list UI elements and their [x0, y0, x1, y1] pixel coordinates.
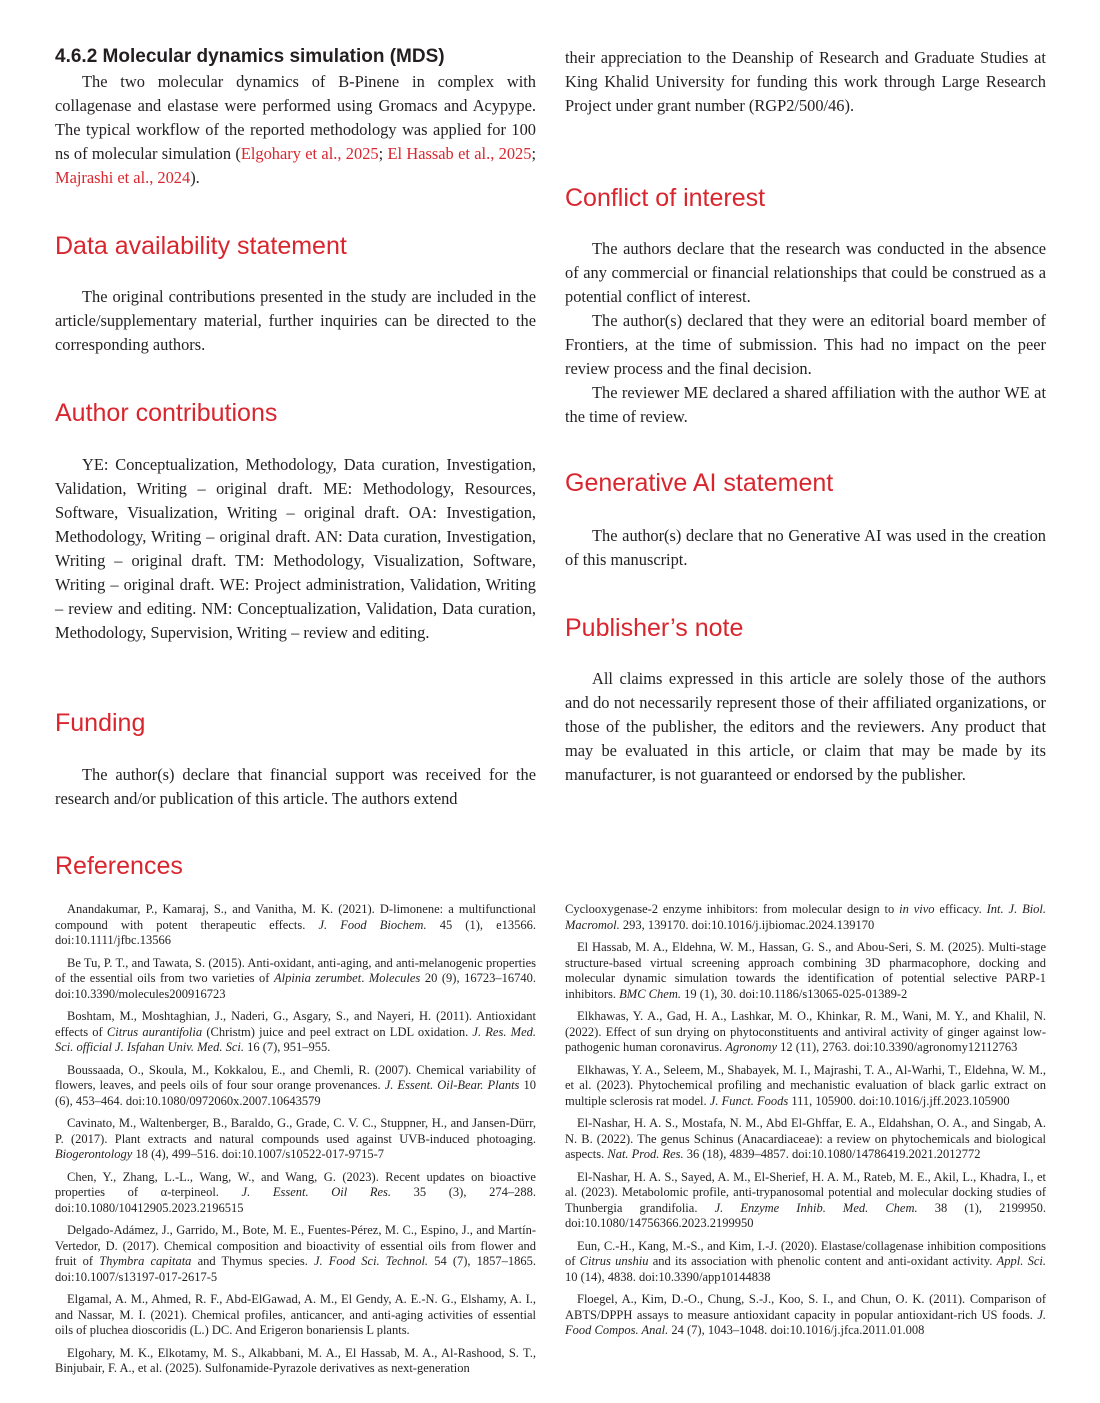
reference-text: Be Tu, P. T., and Tawata, S. (2015). Anti-oxidant, anti-aging, and anti-melanogenic properties of the essential oils from two varieties of	[55, 955, 536, 985]
reference-journal: Int. J. Biol. Macromol.	[565, 902, 1047, 932]
reference-text: Eun, C.-H., Kang, M.-S., and Kim, I.-J. (2020). Elastase/collagenase inhibition compositions of	[565, 1238, 1046, 1268]
reference-text: Delgado-Adámez, J., Garrido, M., Bote, M. E., Fuentes-Pérez, M. C., Espino, J., and Martín-Vertedor, D. (2017). Chemical composition and bioactivity of essential oils from flower and fruit of	[55, 1223, 536, 1268]
reference-entry	[565, 940, 1046, 1002]
reference-journal: Molecules	[368, 971, 421, 985]
reference-text: Elgohary, M. K., Elkotamy, M. S., Alkabbani, M. A., El Hassab, M. A., Al-Rashood, S. T., Binjubair, F. A., et al. (2025). Sulfonamide-Pyrazole derivatives as next-generation	[55, 1345, 536, 1375]
mds-subheading: 4.6.2 Molecular dynamics simulation (MDS)	[55, 46, 445, 67]
reference-text: 19 (1), 30. doi:10.1186/s13065-025-01389-2	[680, 986, 908, 1001]
reference-journal: J. Essent. Oil Res.	[241, 1185, 392, 1199]
references-list-right	[565, 902, 1046, 1346]
references-heading: References	[55, 852, 183, 880]
reference-text: .	[361, 971, 369, 985]
reference-text: 10 (14), 4838. doi:10.3390/app10144838	[565, 1269, 771, 1284]
author-contributions-text: YE: Conceptualization, Methodology, Data curation, Investigation, Validation, Writing – original draft. ME: Methodology, Resources, Software, Visualization, Writing – original draft. OA: Investigation, Methodology, Writing – original draft. AN: Data curation, Investigation, Writing – original draft. TM: Methodology, Visualization, Software, Writing – original draft. WE: Project administration, Validation, Writing – review and editing. NM: Conceptualization, Validation, Data curation, Methodology, Supervision, Writing – review and editing.	[55, 455, 536, 642]
funding-text: The author(s) declare that financial support was received for the research and/or publication of this article. The authors extend	[55, 765, 536, 808]
reference-text: Chen, Y., Zhang, L.-L., Wang, W., and Wang, G. (2023). Recent updates on bioactive properties of α-terpineol.	[55, 1169, 536, 1199]
reference-entry	[55, 1292, 536, 1339]
conflict-paragraph: The author(s) declared that they were an editorial board member of Frontiers, at the time of submission. This had no impact on the peer review process and the final decision.	[565, 311, 1046, 378]
left-column	[55, 44, 536, 190]
reference-journal: Agronomy	[725, 1040, 777, 1054]
citation-link[interactable]: Elgohary et al., 2025	[240, 144, 379, 163]
reference-text: (Christm) juice and peel extract on LDL oxidation.	[202, 1024, 473, 1039]
reference-entry	[565, 902, 1046, 933]
reference-entry	[565, 1170, 1046, 1232]
reference-text: 20 (9), 16723–16740. doi:10.3390/molecules200916723	[55, 971, 536, 1001]
reference-text: 38 (1), 2199950. doi:10.1080/14756366.2023.2199950	[565, 1200, 1047, 1230]
reference-entry	[565, 1292, 1046, 1339]
reference-text: Boshtam, M., Moshtaghian, J., Naderi, G., Asgary, S., and Nayeri, H. (2011). Antioxidant effects of	[55, 1009, 536, 1039]
funding-continued-text: their appreciation to the Deanship of Research and Graduate Studies at King Khalid University for funding this work through Large Research Project under grant number (RGP2/500/46).	[565, 48, 1046, 115]
reference-text: 36 (18), 4839–4857. doi:10.1080/14786419.2021.2012772	[683, 1147, 981, 1161]
author-contributions-section	[55, 453, 536, 645]
reference-journal: J. Food Sci. Technol.	[313, 1254, 429, 1268]
reference-entry	[565, 1063, 1046, 1110]
reference-text: Floegel, A., Kim, D.-O., Chung, S.-J., Koo, S. I., and Chun, O. K. (2011). Comparison of ABTS/DPPH assays to measure antioxidant capacity in popular antioxidant-rich US foods.	[565, 1292, 1046, 1322]
reference-entry	[565, 1116, 1046, 1163]
reference-text: 54 (7), 1857–1865. doi:10.1007/s13197-017-2617-5	[55, 1254, 537, 1284]
conflict-paragraph: The authors declare that the research was conducted in the absence of any commercial or financial relationships that could be construed as a potential conflict of interest.	[565, 239, 1046, 306]
reference-text: Cavinato, M., Waltenberger, B., Baraldo, G., Grade, C. V. C., Stuppner, H., and Jansen-Dürr, P. (2017). Plant extracts and natural compounds used against UVB-induced photoaging.	[55, 1116, 536, 1146]
reference-text: El-Nashar, H. A. S., Sayed, A. M., El-Sherief, H. A. M., Rateb, M. E., Akil, L., Khadra, I., et al. (2023). Metabolomic profile, anti-trypanosomal potential and molecular docking studies of Thunbergia grandifolia.	[565, 1169, 1046, 1215]
reference-text: 293, 139170. doi:10.1016/j.ijbiomac.2024.139170	[619, 917, 875, 932]
reference-text: Cyclooxygenase-2 enzyme inhibitors: from molecular design to	[565, 902, 900, 916]
reference-text: Boussaada, O., Skoula, M., Kokkalou, E., and Chemli, R. (2007). Chemical variability of flowers, leaves, and peels oils of four sour orange provenances.	[55, 1062, 536, 1092]
publishers-note-section	[565, 667, 1046, 787]
reference-text: El-Nashar, H. A. S., Mostafa, N. M., Abd El-Ghffar, E. A., Eldahshan, O. A., and Singab, A. N. B. (2022). The genus Schinus (Anacardiaceae): a review on phytochemicals and biological aspects.	[565, 1116, 1046, 1161]
mds-paragraph: The two molecular dynamics of B-Pinene in complex with collagenase and elastase were performed using Gromacs and Acypype. The typical workflow of the reported methodology was applied for 100 ns of molecular simulation (Elgohary et al., 2025; El Hassab et al., 2025; Majrashi et al., 2024).	[55, 72, 536, 187]
publishers-note-text: All claims expressed in this article are solely those of the authors and do not necessarily represent those of their affiliated organizations, or those of the publisher, the editors and the reviewers. Any product that may be evaluated in this article, or claim that may be made by its manufacturer, is not guaranteed or endorsed by the publisher.	[565, 669, 1046, 784]
reference-text: Anandakumar, P., Kamaraj, S., and Vanitha, M. K. (2021). D-limonene: a multifunctional compound with potent therapeutic effects.	[55, 902, 536, 932]
reference-entry	[55, 1116, 536, 1163]
reference-species: Citrus aurantifolia	[106, 1024, 203, 1039]
publishers-note-heading: Publisher’s note	[565, 614, 744, 642]
reference-entry	[55, 1223, 536, 1285]
reference-species: Citrus unshiu	[579, 1254, 649, 1268]
reference-text: efficacy.	[934, 902, 987, 916]
reference-journal: J. Food Biochem.	[318, 917, 427, 932]
reference-species: Alpinia zerumbet	[274, 971, 362, 985]
reference-text: Elgamal, A. M., Ahmed, R. F., Abd-ElGawad, A. M., El Gendy, A. E.-N. G., Elshamy, A. I., and Nassar, M. I. (2021). Chemical profiles, anticancer, and anti-aging activities of essential oils of pluchea dioscoridis (L.) DC. And Erigeron bonariensis L plants.	[55, 1292, 536, 1337]
reference-journal: Appl. Sci.	[996, 1254, 1046, 1268]
reference-text: Elkhawas, Y. A., Gad, H. A., Lashkar, M. O., Khinkar, R. M., Wani, M. Y., and Khalil, N. (2022). Effect of sun drying on phytoconstituents and antiviral activity of ginger against low-pathogenic human coronavirus.	[565, 1009, 1046, 1054]
reference-text: 24 (7), 1043–1048. doi:10.1016/j.jfca.2011.01.008	[668, 1323, 925, 1337]
citation-link[interactable]: El Hassab et al., 2025	[387, 144, 532, 163]
reference-text: 18 (4), 499–516. doi:10.1007/s10522-017-9715-7	[132, 1147, 385, 1161]
reference-journal: J. Res. Med. Sci. official J. Isfahan Univ. Med. Sci.	[55, 1024, 536, 1054]
reference-entry	[55, 1170, 536, 1217]
reference-text: Elkhawas, Y. A., Seleem, M., Shabayek, M. I., Majrashi, T. A., Al-Warhi, T., Eldehna, W. M., et al. (2023). Phytochemical profiling and mechanistic evaluation of black garlic extract on multiple sclerosis rat model.	[565, 1062, 1046, 1108]
data-availability-text: The original contributions presented in the study are included in the article/supplementary material, further inquiries can be directed to the corresponding authors.	[55, 287, 536, 354]
generative-ai-heading: Generative AI statement	[565, 469, 834, 497]
reference-text: 12 (11), 2763. doi:10.3390/agronomy12112763	[777, 1040, 1018, 1054]
reference-journal: Nat. Prod. Res.	[607, 1147, 684, 1161]
funding-continued-section	[565, 46, 1046, 118]
reference-text: 10 (6), 453–464. doi:10.1080/0972060x.2007.10643579	[55, 1078, 536, 1108]
reference-species: Thymbra capitata	[99, 1254, 192, 1268]
reference-journal: Biogerontology	[55, 1147, 133, 1161]
reference-text: and Thymus species.	[191, 1254, 314, 1268]
reference-entry	[55, 902, 536, 949]
conflict-section	[565, 237, 1046, 429]
reference-journal: J. Enzyme Inhib. Med. Chem.	[714, 1200, 918, 1215]
reference-text: El Hassab, M. A., Eldehna, W. M., Hassan, G. S., and Abou-Seri, S. M. (2025). Multi-stage structure-based virtual screening approach combining 3D pharmacophore, docking and molecular dynamic simulation towards the identification of potential selective PARP-1 inhibitors.	[565, 940, 1046, 1001]
citation-link[interactable]: Majrashi et al., 2024	[55, 168, 191, 187]
references-list-left	[55, 902, 536, 1384]
reference-journal: J. Food Compos. Anal.	[565, 1307, 1046, 1337]
generative-ai-section	[565, 524, 1046, 572]
conflict-paragraph: The reviewer ME declared a shared affiliation with the author WE at the time of review.	[565, 383, 1046, 426]
generative-ai-text: The author(s) declare that no Generative AI was used in the creation of this manuscript.	[565, 526, 1046, 569]
reference-species: in vivo	[899, 902, 935, 916]
reference-text: 35 (3), 274–288. doi:10.1080/10412905.2023.2196515	[55, 1185, 536, 1215]
reference-entry	[565, 1239, 1046, 1286]
reference-text: 16 (7), 951–955.	[243, 1040, 331, 1054]
reference-journal: J. Essent. Oil-Bear. Plants	[384, 1078, 520, 1092]
data-availability-section	[55, 285, 536, 357]
funding-section	[55, 763, 536, 811]
reference-text: 111, 105900. doi:10.1016/j.jff.2023.105900	[788, 1093, 1010, 1108]
reference-entry	[55, 1346, 536, 1377]
conflict-heading: Conflict of interest	[565, 184, 766, 212]
reference-journal: J. Funct. Foods	[709, 1093, 789, 1108]
reference-text: and its association with phenolic content and anti-oxidant activity.	[648, 1254, 997, 1268]
reference-entry	[55, 1063, 536, 1110]
reference-text: 45 (1), e13566. doi:10.1111/jfbc.13566	[55, 917, 537, 947]
reference-entry	[55, 1009, 536, 1056]
reference-entry	[565, 1009, 1046, 1056]
data-availability-heading: Data availability statement	[55, 232, 347, 260]
author-contributions-heading: Author contributions	[55, 399, 278, 427]
reference-journal: BMC Chem.	[619, 986, 681, 1001]
reference-entry	[55, 956, 536, 1003]
funding-heading: Funding	[55, 709, 146, 737]
